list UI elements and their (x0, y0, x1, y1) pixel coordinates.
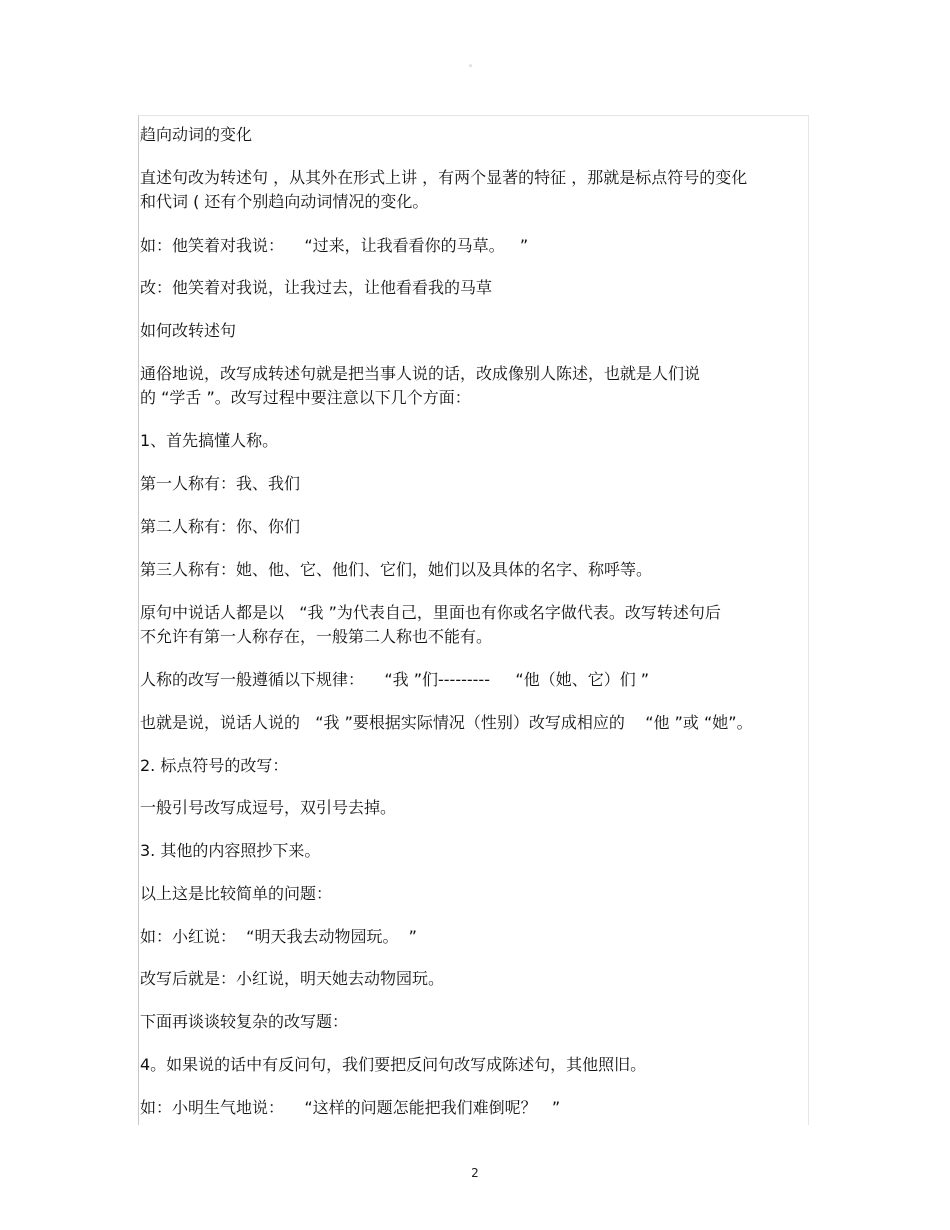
paragraph-line: 原句中说话人都是以 “我 ”为代表自己，里面也有你或名字做代表。改写转述句后 (140, 603, 721, 622)
example-line: 如：小明生气地说： “这样的问题怎能把我们难倒呢？ ” (140, 1098, 561, 1117)
paragraph-line: 第二人称有：你、你们 (140, 517, 301, 536)
paragraph-line: 也就是说，说话人说的 “我 ”要根据实际情况（性别）改写成相应的 “他 ”或 “她”。 (140, 713, 753, 732)
paragraph-line: 直述句改为转述句 ，从其外在形式上讲 ，有两个显著的特征 ，那就是标点符号的变化 (140, 168, 748, 187)
example-line: 如：他笑着对我说： “过来，让我看看你的马草。 ” (140, 236, 529, 255)
paragraph-line: 下面再谈谈较复杂的改写题： (140, 1012, 349, 1031)
numbered-item: 4。如果说的话中有反问句，我们要把反问句改写成陈述句，其他照旧。 (140, 1055, 647, 1074)
numbered-item: 2. 标点符号的改写： (140, 756, 289, 775)
heading-directional-verbs: 趋向动词的变化 (140, 125, 253, 144)
paragraph-line: 第三人称有：她、他、它、他们、它们，她们以及具体的名字、称呼等。 (140, 560, 653, 579)
paragraph-line: 的 “学舌 ”。改写过程中要注意以下几个方面： (140, 388, 471, 407)
top-mark: 。 (469, 59, 477, 68)
paragraph-line: 人称的改写一般遵循以下规律： “我 ”们--------- “他（她、它）们 ” (140, 670, 650, 689)
paragraph-line: 一般引号改写成逗号，双引号去掉。 (140, 798, 397, 817)
numbered-item: 1、首先搞懂人称。 (140, 431, 279, 450)
numbered-item: 3. 其他的内容照抄下来。 (140, 841, 321, 860)
heading-how-to-convert: 如何改转述句 (140, 321, 237, 340)
paragraph-line: 和代词 ( 还有个别趋向动词情况的变化。 (140, 192, 429, 211)
paragraph-line: 不允许有第一人称存在，一般第二人称也不能有。 (140, 627, 493, 646)
page-number: 2 (471, 1166, 479, 1180)
example-line: 改：他笑着对我说，让我过去，让他看看我的马草 (140, 278, 493, 297)
example-line: 如：小红说： “明天我去动物园玩。 ” (140, 927, 417, 946)
paragraph-line: 以上这是比较简单的问题： (140, 884, 333, 903)
paragraph-line: 通俗地说，改写成转述句就是把当事人说的话，改成像别人陈述，也就是人们说 (140, 364, 701, 383)
example-line: 改写后就是：小红说，明天她去动物园玩。 (140, 969, 445, 988)
paragraph-line: 第一人称有：我、我们 (140, 474, 301, 493)
